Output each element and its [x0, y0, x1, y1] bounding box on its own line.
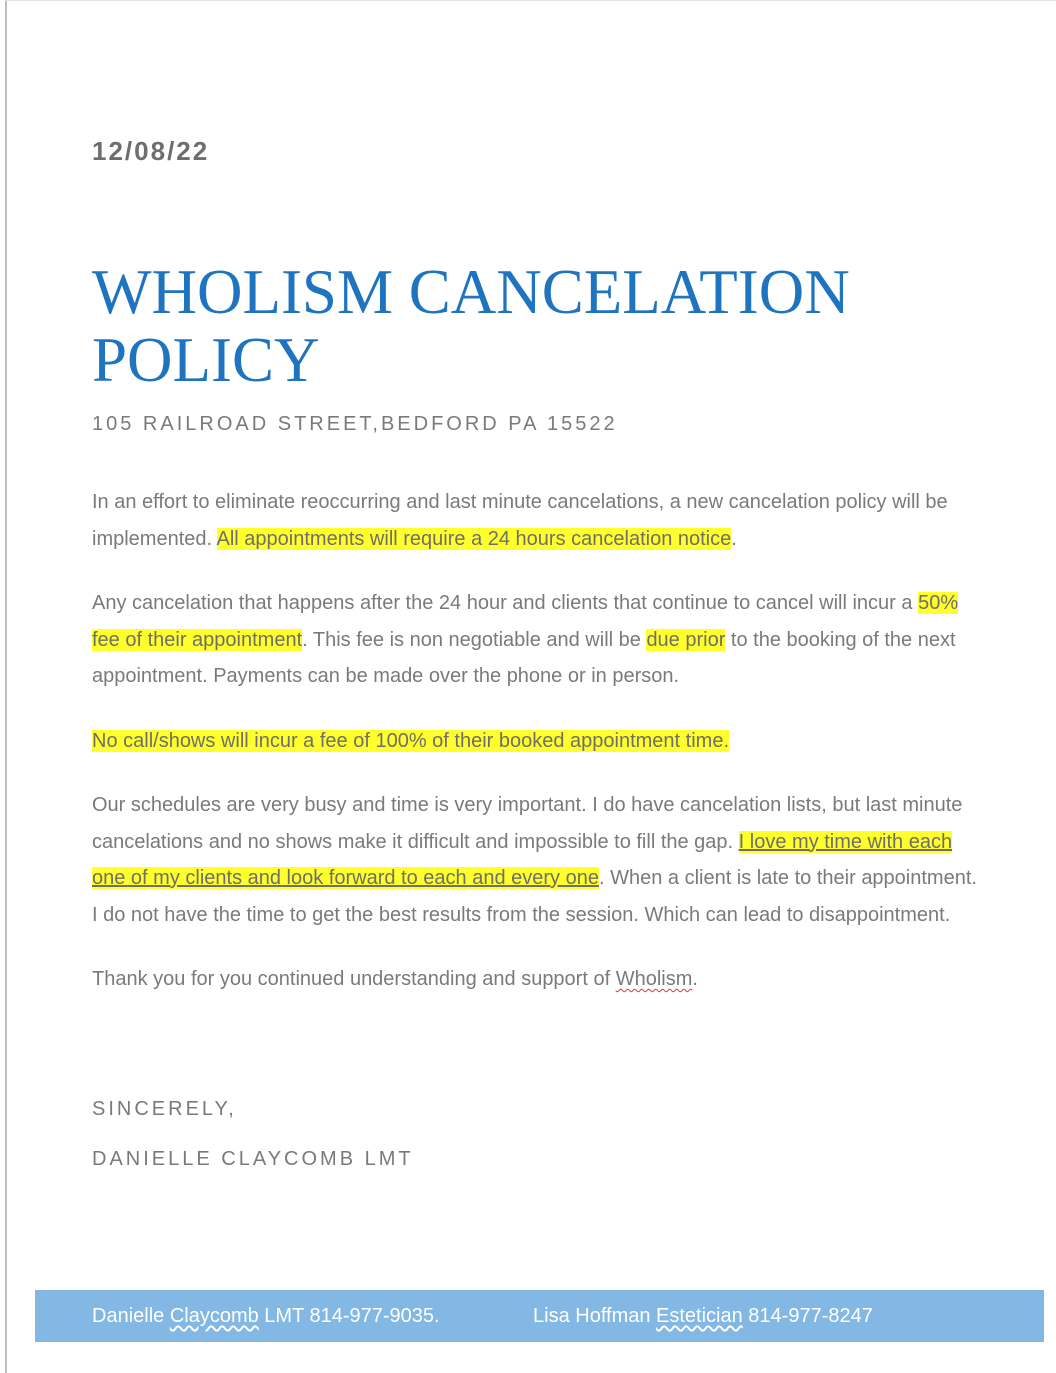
highlight-no-show: No call/shows will incur a fee of 100% of their booked appointment time. — [92, 729, 730, 752]
page-top-edge — [5, 0, 1056, 1]
document-title: WHOLISM CANCELATION POLICY — [92, 257, 850, 395]
intro-text: In an effort to eliminate reoccurring and last minute cancelations, a new cancelation policy will be implemented. — [92, 491, 948, 550]
highlight-love-my-time: I love my time with each one of my clients and look forward to each and every one — [92, 830, 953, 889]
thanks-text: Thank you for you continued understanding and support of — [92, 968, 616, 990]
spellcheck-word-wholism: Wholism — [615, 968, 693, 990]
footer-contact-lisa — [533, 1305, 873, 1328]
closing-sincerely: SINCERELY, — [92, 1098, 237, 1120]
signature-name: DANIELLE CLAYCOMB LMT — [92, 1148, 414, 1170]
highlight-fee: 50% fee of their appointment — [92, 592, 959, 651]
footer-last-name: Claycomb — [169, 1305, 259, 1327]
highlight-due-prior: due prior — [646, 628, 726, 651]
footer-phone-left: LMT 814-977-9035. — [258, 1305, 440, 1327]
schedule-text-2: . When a client is late to their appointment. I do not have the time to get the best results from the session. Which can lead to disappointment. — [92, 867, 977, 926]
thanks-period: . — [692, 968, 698, 990]
late-cancel-text: Any cancelation that happens after the 24 hour and clients that continue to cancel will incur a — [92, 592, 919, 614]
late-cancel-text-3: to the booking of the next appointment. Payments can be made over the phone or in person. — [92, 628, 956, 687]
paragraph-schedule — [92, 787, 982, 933]
business-address: 105 RAILROAD STREET,BEDFORD PA 15522 — [92, 413, 618, 435]
footer-title-estetician: Estetician — [656, 1305, 743, 1327]
letter-body — [92, 484, 982, 1026]
schedule-text: Our schedules are very busy and time is very important. I do have cancelation lists, but last minute cancelations and no shows make it difficult and impossible to fill the gap. — [92, 794, 963, 853]
footer-first-name: Danielle — [92, 1305, 170, 1327]
paragraph-intro — [92, 484, 982, 557]
intro-period: . — [731, 527, 737, 550]
footer-name-lisa: Lisa Hoffman — [533, 1305, 657, 1327]
highlight-notice: All appointments will require a 24 hours cancelation notice — [216, 527, 732, 550]
footer-bar — [35, 1290, 1044, 1342]
letter-date: 12/08/22 — [92, 136, 210, 166]
late-cancel-text-2: . This fee is non negotiable and will be — [302, 628, 647, 651]
page-left-edge — [5, 0, 7, 1373]
footer-phone-right: 814-977-8247 — [742, 1305, 873, 1327]
paragraph-no-show — [92, 723, 982, 760]
paragraph-late-cancel — [92, 585, 982, 695]
paragraph-thanks — [92, 961, 982, 998]
footer-contact-danielle — [92, 1305, 440, 1328]
